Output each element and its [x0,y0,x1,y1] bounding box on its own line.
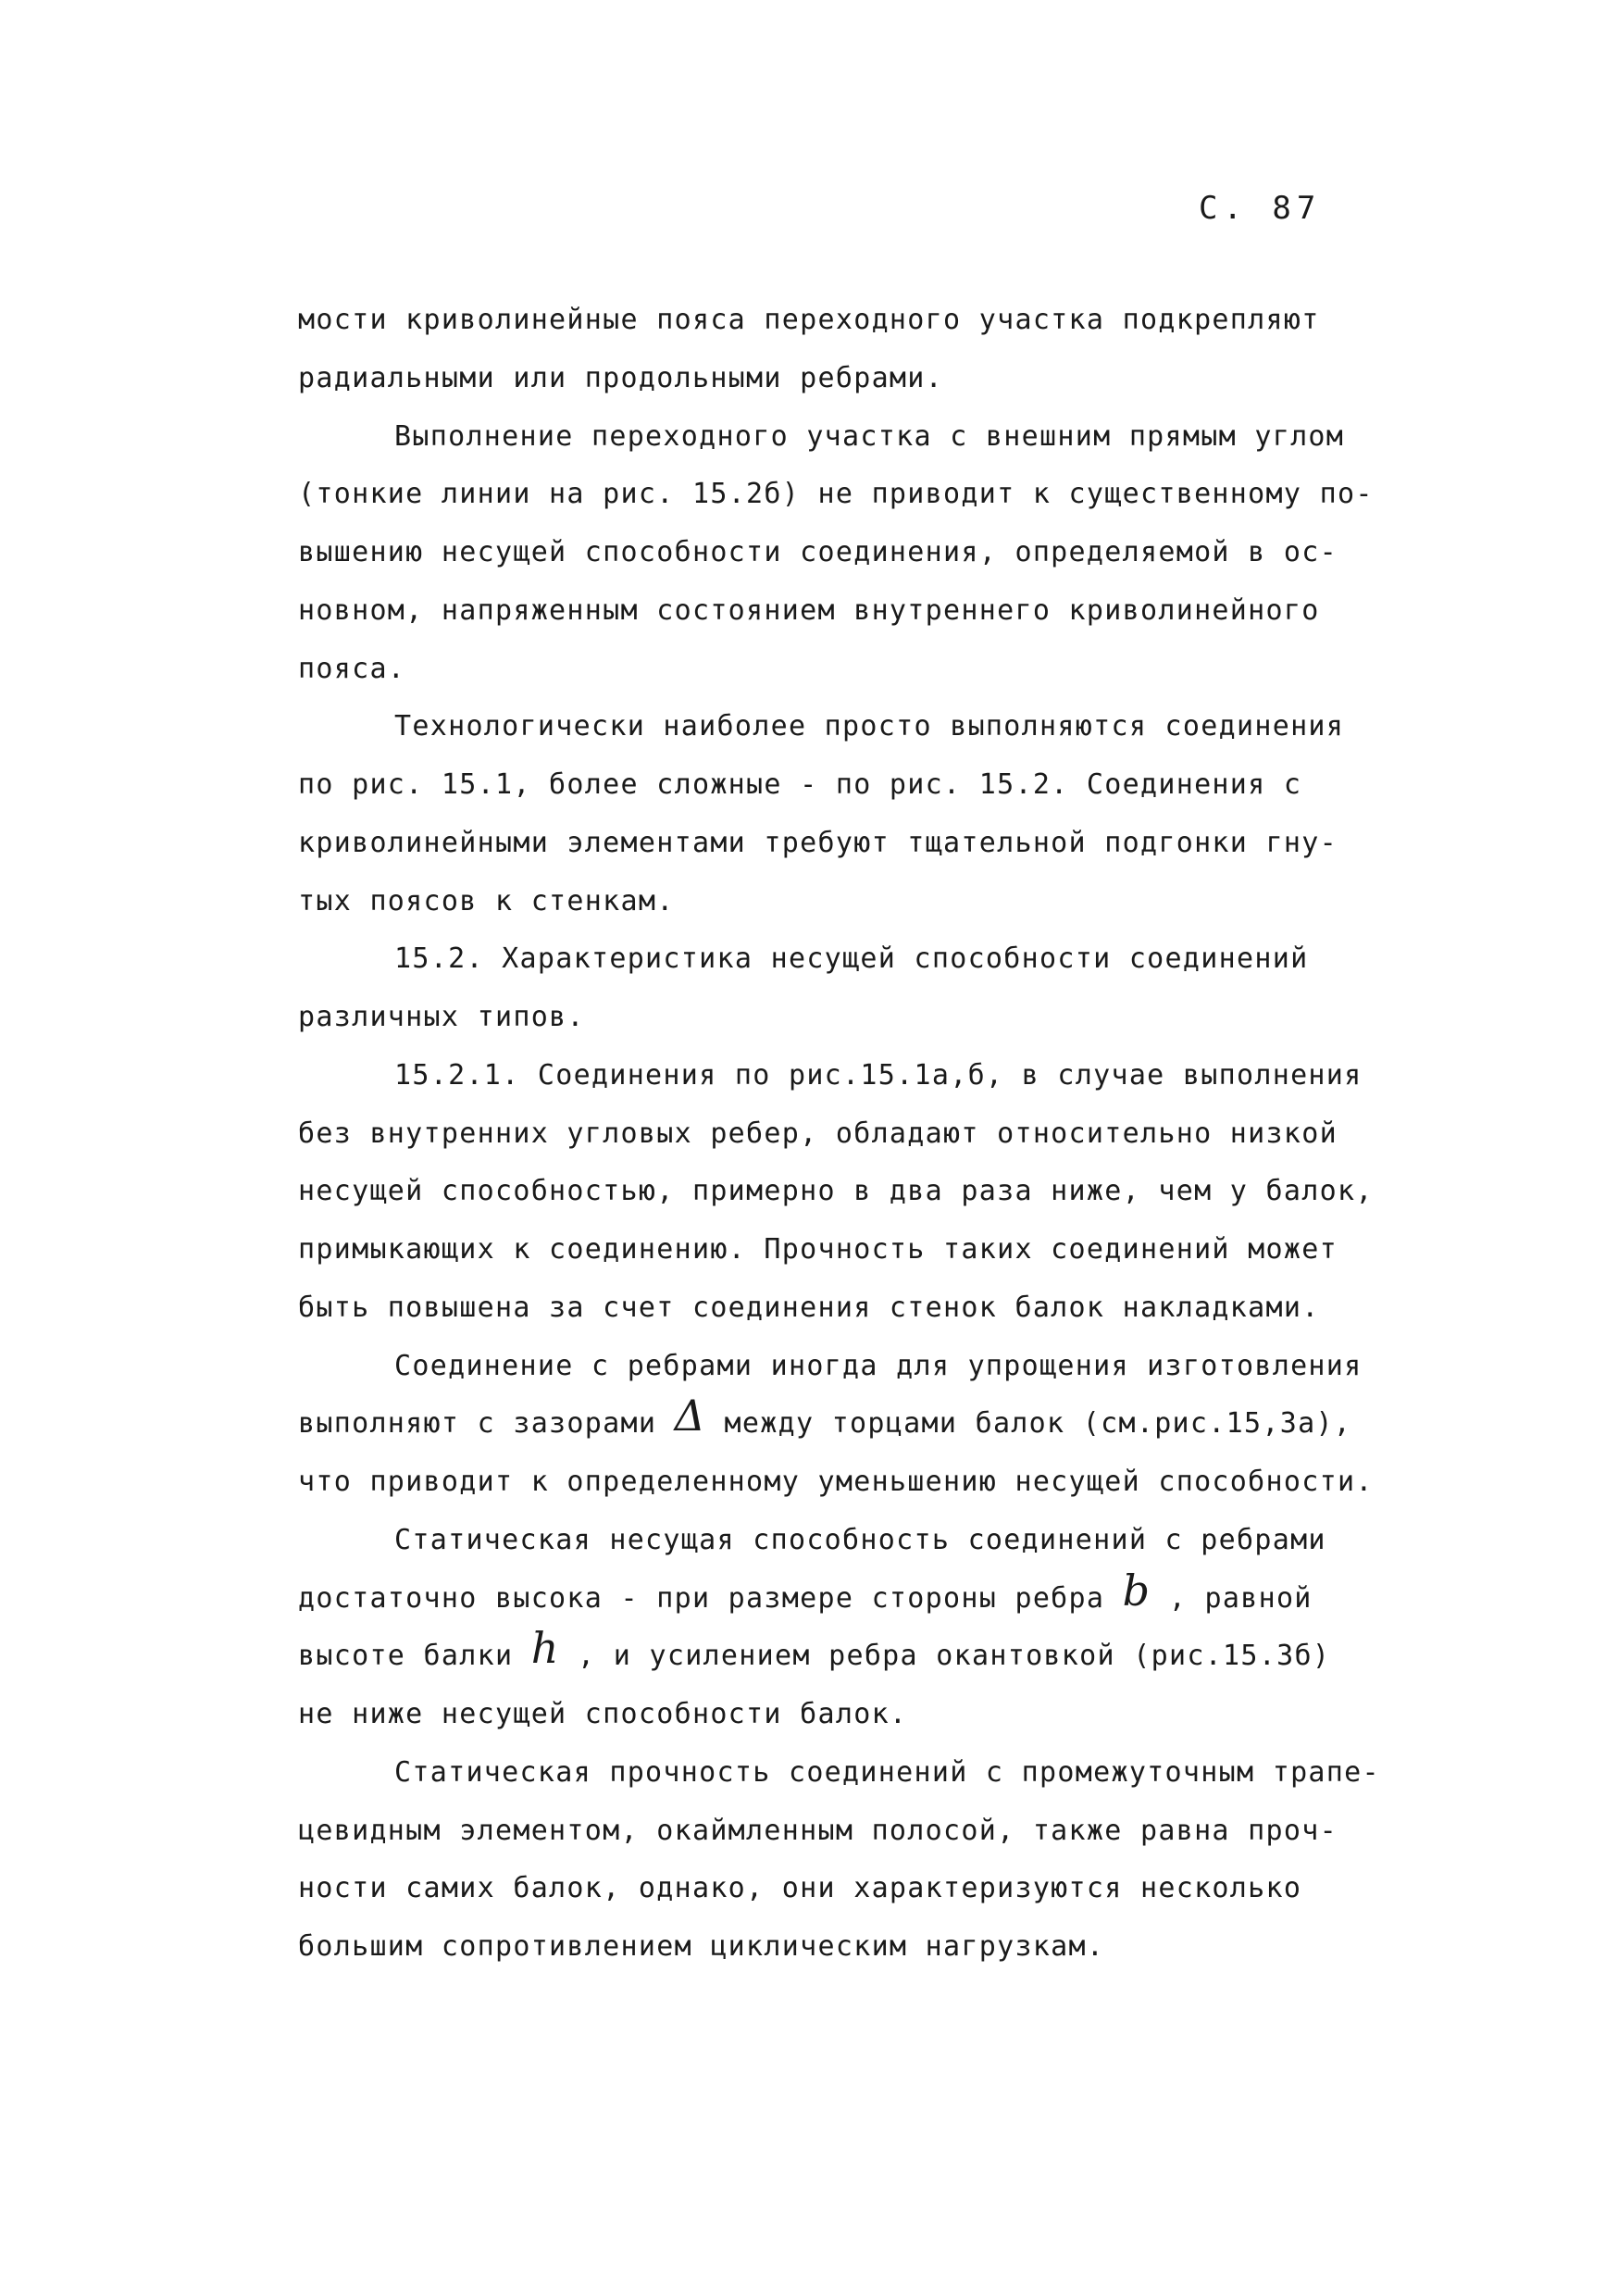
text-fragment: , и усилением ребра окантовкой (рис.15.3б) [578,1640,1331,1673]
section-heading-line: различных типов. [298,1001,585,1033]
text-line: пояса. [298,652,406,685]
page-number: С. 87 [1199,190,1322,227]
text-fragment: между торцами балок (см.рис.15,3а), [724,1407,1352,1441]
text-line: новном, напряженным состоянием внутреннего криволинейного [298,593,1320,627]
text-line: Статическая несущая способность соединений с ребрами [394,1523,1326,1556]
text-line: не ниже несущей способности балок. [298,1698,908,1730]
text-line: по рис. 15.1, более сложные - по рис. 15.2. Соединения с [298,768,1302,801]
text-line: Соединение с ребрами иногда для упрощения изготовления [394,1349,1363,1382]
text-line: достаточно высока - при размере стороны ребра b , равной [298,1565,1313,1616]
text-line: что приводит к определенному уменьшению несущей способности. [298,1466,1374,1498]
text-line: ности самих балок, однако, они характеризуются несколько [298,1872,1302,1905]
text-line: Выполнение переходного участка с внешним прямым углом [394,419,1345,453]
text-line: без внутренних угловых ребер, обладают относительно низкой [298,1117,1338,1150]
text-line: примыкающих к соединению. Прочность таких соединений может [298,1233,1338,1266]
text-line: криволинейными элементами требуют тщательной подгонки гну- [298,826,1338,859]
text-line: 15.2.1. Соединения по рис.15.1а,б, в случае выполнения [394,1058,1363,1092]
text-line: выполняют с зазорами Δ между торцами балок (см.рис.15,3а), [298,1391,1352,1441]
text-line: Статическая прочность соединений с промежуточным трапе- [394,1755,1380,1789]
text-line: (тонкие линии на рис. 15.2б) не приводит к существенному по- [298,478,1374,511]
body-text [298,292,1400,1977]
text-line: тых поясов к стенкам. [298,884,675,917]
text-line: несущей способностью, примерно в два раза ниже, чем у балок, [298,1175,1374,1208]
text-fragment: высоте балки [298,1640,514,1673]
text-line: вышению несущей способности соединения, определяемой в ос- [298,536,1338,568]
text-line: радиальными или продольными ребрами. [298,361,944,394]
text-line: Технологически наиболее просто выполняются соединения [394,710,1345,743]
text-line: мости криволинейные пояса переходного участка подкрепляют [298,304,1320,336]
section-heading-line: 15.2. Характеристика несущей способности соединений [394,942,1309,976]
text-line: высоте балки h , и усилением ребра окантовкой (рис.15.3б) [298,1623,1331,1674]
text-fragment: выполняют с зазорами [298,1407,657,1441]
text-line: большим сопротивлением циклическим нагрузкам. [298,1930,1105,1963]
text-fragment: достаточно высока - при размере стороны ребра [298,1581,1105,1615]
text-fragment: , равной [1168,1581,1313,1615]
text-line: быть повышена за счет соединения стенок балок накладками. [298,1291,1320,1324]
text-line: цевидным элементом, окаймленным полосой, также равна проч- [298,1814,1338,1847]
